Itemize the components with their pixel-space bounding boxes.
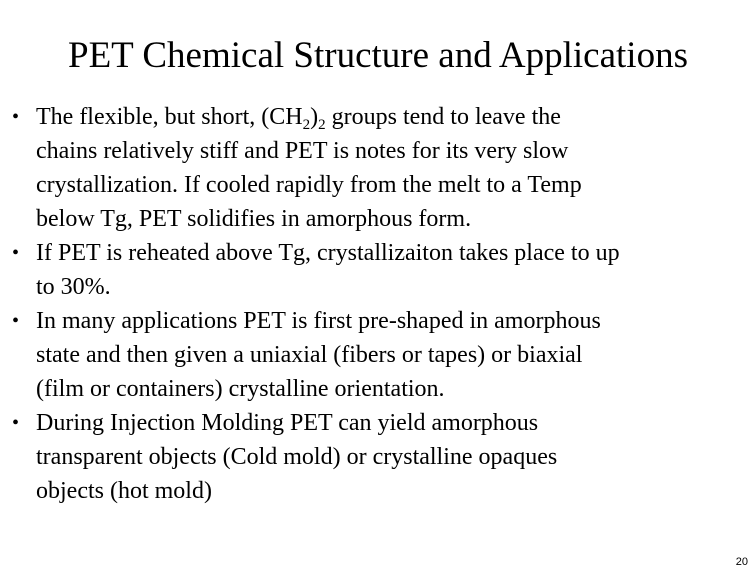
bullet-line: During Injection Molding PET can yield amorphous [36, 410, 539, 436]
bullet-icon: • [12, 242, 20, 264]
bullet-line: If PET is reheated above Tg, crystallizaiton takes place to up [36, 240, 620, 266]
bullet-line: state and then given a uniaxial (fibers or tapes) or biaxial [36, 342, 583, 368]
bullet-item [0, 236, 726, 304]
bullet-line: chains relatively stiff and PET is notes for its very slow [36, 138, 569, 164]
bullet-line: to 30%. [36, 274, 111, 300]
text-fragment: groups tend to leave the [325, 104, 561, 130]
bullet-item [0, 406, 726, 508]
subscript: 2 [302, 117, 311, 133]
bullet-icon: • [12, 412, 20, 434]
bullet-item [0, 100, 726, 236]
bullet-list [0, 100, 756, 508]
bullet-line [36, 100, 726, 134]
bullet-item [0, 304, 726, 406]
page-number: 20 [735, 556, 748, 568]
text-fragment: The flexible, but short, (CH [36, 104, 303, 130]
bullet-icon: • [12, 310, 20, 332]
bullet-line: transparent objects (Cold mold) or crystalline opaques [36, 444, 558, 470]
bullet-line: In many applications PET is first pre-shaped in amorphous [36, 308, 601, 334]
bullet-icon: • [12, 106, 20, 128]
subscript: 2 [318, 117, 326, 133]
slide-title: PET Chemical Structure and Applications [68, 35, 688, 76]
bullet-line: (film or containers) crystalline orientation. [36, 376, 445, 402]
bullet-line: below Tg, PET solidifies in amorphous form. [36, 206, 472, 232]
text-fragment: ) [310, 104, 319, 130]
bullet-line: crystallization. If cooled rapidly from the melt to a Temp [36, 172, 582, 198]
bullet-line: objects (hot mold) [36, 478, 212, 504]
